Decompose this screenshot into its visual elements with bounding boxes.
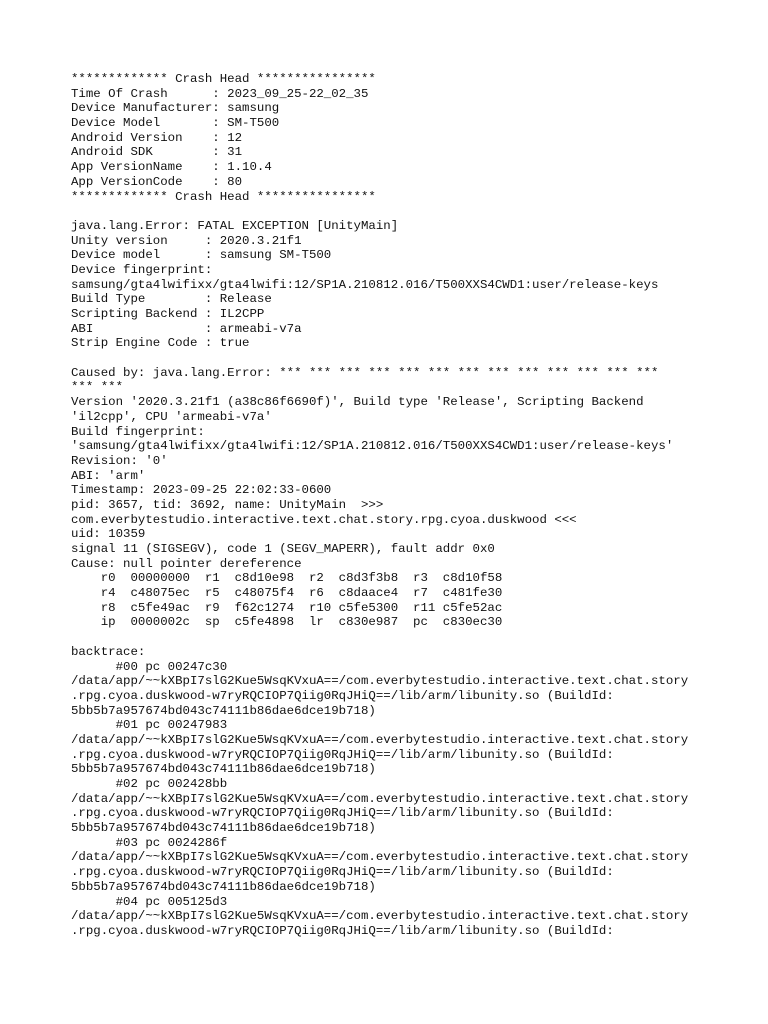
log-line: Build Type : Release bbox=[71, 292, 272, 307]
log-line: #01 pc 00247983 bbox=[71, 718, 228, 733]
log-line: signal 11 (SIGSEGV), code 1 (SEGV_MAPERR), fault addr 0x0 bbox=[71, 542, 495, 556]
blank-line bbox=[71, 351, 731, 366]
log-line: Device Manufacturer: samsung bbox=[71, 101, 280, 116]
log-line: pid: 3657, tid: 3692, name: UnityMain >>> bbox=[71, 497, 384, 512]
log-line: 5bb5b7a957674bd043c74111b86dae6dce19b718) bbox=[71, 879, 376, 894]
log-line: r8 c5fe49ac r9 f62c1274 r10 c5fe5300 r11 c5fe52ac bbox=[71, 600, 503, 615]
log-line: #04 pc 005125d3 bbox=[71, 894, 228, 909]
log-line: ABI : armeabi-v7a bbox=[71, 321, 302, 336]
log-line: Version '2020.3.21f1 (a38c86f6690f)', Build type 'Release', Scripting Backend bbox=[71, 395, 644, 410]
log-line: Scripting Backend : IL2CPP bbox=[71, 307, 265, 321]
log-line: r4 c48075ec r5 c48075f4 r6 c8daace4 r7 c481fe30 bbox=[71, 586, 503, 601]
log-line: Device model : samsung SM-T500 bbox=[71, 248, 332, 263]
log-line: /data/app/~~kXBpI7slG2Kue5WsqKVxuA==/com.everbytestudio.interactive.text.chat.story bbox=[71, 674, 689, 689]
log-line: .rpg.cyoa.duskwood-w7ryRQCIOP7Qiig0RqJHiQ==/lib/arm/libunity.so (BuildId: bbox=[71, 806, 614, 821]
log-line: com.everbytestudio.interactive.text.chat.story.rpg.cyoa.duskwood <<< bbox=[71, 512, 577, 527]
log-line: Device Model : SM-T500 bbox=[71, 116, 280, 131]
log-line: Caused by: java.lang.Error: *** *** *** *** *** *** *** *** *** *** *** *** *** bbox=[71, 365, 659, 380]
log-line: 'samsung/gta4lwifixx/gta4lwifi:12/SP1A.210812.016/T500XXS4CWD1:user/release-keys' bbox=[71, 439, 674, 454]
log-line: App VersionName : 1.10.4 bbox=[71, 160, 272, 175]
log-line: .rpg.cyoa.duskwood-w7ryRQCIOP7Qiig0RqJHiQ==/lib/arm/libunity.so (BuildId: bbox=[71, 688, 614, 703]
log-line: /data/app/~~kXBpI7slG2Kue5WsqKVxuA==/com.everbytestudio.interactive.text.chat.story bbox=[71, 732, 689, 747]
log-line: Timestamp: 2023-09-25 22:02:33-0600 bbox=[71, 483, 332, 498]
log-line: ************* Crash Head **************** bbox=[71, 189, 376, 204]
log-line: Strip Engine Code : true bbox=[71, 336, 250, 351]
log-line: 5bb5b7a957674bd043c74111b86dae6dce19b718) bbox=[71, 703, 376, 718]
log-line: samsung/gta4lwifixx/gta4lwifi:12/SP1A.210812.016/T500XXS4CWD1:user/release-keys bbox=[71, 277, 659, 292]
log-line: ip 0000002c sp c5fe4898 lr c830e987 pc c830ec30 bbox=[71, 615, 503, 630]
blank-line bbox=[71, 630, 731, 645]
log-line: .rpg.cyoa.duskwood-w7ryRQCIOP7Qiig0RqJHiQ==/lib/arm/libunity.so (BuildId: bbox=[71, 923, 614, 938]
log-line: /data/app/~~kXBpI7slG2Kue5WsqKVxuA==/com.everbytestudio.interactive.text.chat.story bbox=[71, 850, 689, 865]
log-line: java.lang.Error: FATAL EXCEPTION [UnityMain] bbox=[71, 218, 399, 233]
log-line: *** *** bbox=[71, 380, 124, 395]
log-line: 5bb5b7a957674bd043c74111b86dae6dce19b718) bbox=[71, 762, 376, 777]
log-line: 'il2cpp', CPU 'armeabi-v7a' bbox=[71, 409, 272, 424]
log-line: Device fingerprint: bbox=[71, 262, 213, 277]
log-line: ************* Crash Head **************** bbox=[71, 72, 376, 86]
log-line: .rpg.cyoa.duskwood-w7ryRQCIOP7Qiig0RqJHiQ==/lib/arm/libunity.so (BuildId: bbox=[71, 747, 614, 762]
log-line: #00 pc 00247c30 bbox=[71, 659, 228, 674]
log-line: /data/app/~~kXBpI7slG2Kue5WsqKVxuA==/com.everbytestudio.interactive.text.chat.story bbox=[71, 909, 689, 924]
log-line: r0 00000000 r1 c8d10e98 r2 c8d3f3b8 r3 c8d10f58 bbox=[71, 571, 503, 586]
log-line: backtrace: bbox=[71, 644, 146, 659]
blank-line bbox=[71, 204, 731, 219]
log-line: App VersionCode : 80 bbox=[71, 174, 243, 189]
log-line: .rpg.cyoa.duskwood-w7ryRQCIOP7Qiig0RqJHiQ==/lib/arm/libunity.so (BuildId: bbox=[71, 865, 614, 880]
log-line: Time Of Crash : 2023_09_25-22_02_35 bbox=[71, 86, 369, 101]
log-line: Build fingerprint: bbox=[71, 424, 205, 439]
log-line: uid: 10359 bbox=[71, 527, 146, 542]
log-line: Cause: null pointer dereference bbox=[71, 556, 302, 571]
log-line: Unity version : 2020.3.21f1 bbox=[71, 233, 302, 248]
log-line: ABI: 'arm' bbox=[71, 468, 146, 483]
log-line: #03 pc 0024286f bbox=[71, 835, 228, 850]
log-line: #02 pc 002428bb bbox=[71, 777, 228, 791]
crash-log-page bbox=[71, 72, 731, 939]
log-line: Revision: '0' bbox=[71, 453, 168, 468]
log-line: Android SDK : 31 bbox=[71, 145, 243, 160]
log-line: Android Version : 12 bbox=[71, 130, 243, 145]
log-line: 5bb5b7a957674bd043c74111b86dae6dce19b718) bbox=[71, 821, 376, 836]
log-line: /data/app/~~kXBpI7slG2Kue5WsqKVxuA==/com.everbytestudio.interactive.text.chat.story bbox=[71, 791, 689, 806]
